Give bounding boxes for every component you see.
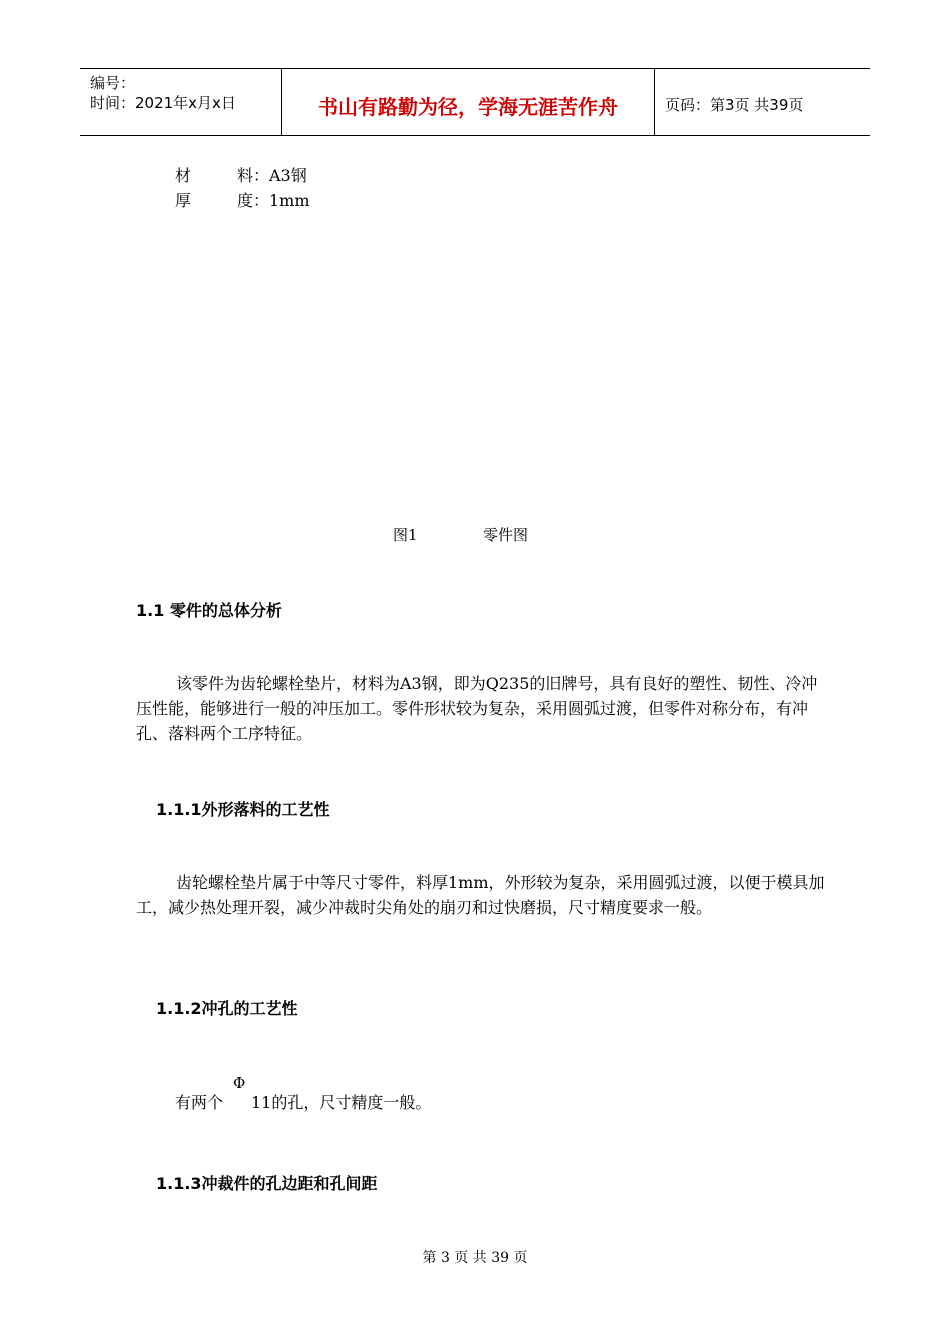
thickness-value: 度：1mm	[237, 191, 310, 210]
holes-text-start: 有两个	[175, 1093, 224, 1112]
section-1-1-2-title: 1.1.2冲孔的工艺性	[156, 999, 298, 1018]
page-header	[80, 68, 870, 136]
section-1-1-1-body	[136, 870, 826, 920]
header-left-cell	[80, 69, 282, 135]
time-label: 时间：2021年x月x日	[90, 94, 236, 112]
section-1-1-title: 1.1 零件的总体分析	[136, 601, 282, 620]
header-right-cell	[655, 69, 870, 135]
figure-number: 图1	[393, 526, 418, 544]
section-1-1-1-text: 齿轮螺栓垫片属于中等尺寸零件，料厚1mm，外形较为复杂，采用圆弧过渡，以便于模具加工，减少热处理开裂，减少冲裁时尖角处的崩刃和过快磨损，尺寸精度要求一般。	[136, 873, 825, 917]
section-1-1-text: 该零件为齿轮螺栓垫片，材料为A3钢，即为Q235的旧牌号，具有良好的塑性、韧性、冷冲压性能，能够进行一般的冲压加工。零件形状较为复杂，采用圆弧过渡，但零件对称分布，有冲孔、落料两个工序特征。	[136, 674, 818, 743]
section-1-1-3-title: 1.1.3冲裁件的孔边距和孔间距	[156, 1174, 378, 1193]
thickness-label: 厚	[175, 191, 192, 210]
figure-caption: 零件图	[483, 526, 529, 544]
header-motto: 书山有路勤为径，学海无涯苦作舟	[318, 95, 618, 119]
section-1-1-1-title: 1.1.1外形落料的工艺性	[156, 800, 330, 819]
diameter-symbol: Φ	[233, 1074, 246, 1092]
header-middle-cell	[282, 69, 655, 135]
number-label: 编号：	[90, 74, 136, 92]
material-value: 料：A3钢	[237, 166, 307, 185]
header-page-info: 页码：第3页 共39页	[665, 96, 804, 114]
section-1-1-body	[136, 671, 826, 746]
holes-text-end: 11的孔，尺寸精度一般。	[251, 1093, 432, 1112]
page-footer: 第 3 页 共 39 页	[422, 1250, 528, 1266]
material-label: 材	[175, 166, 192, 185]
